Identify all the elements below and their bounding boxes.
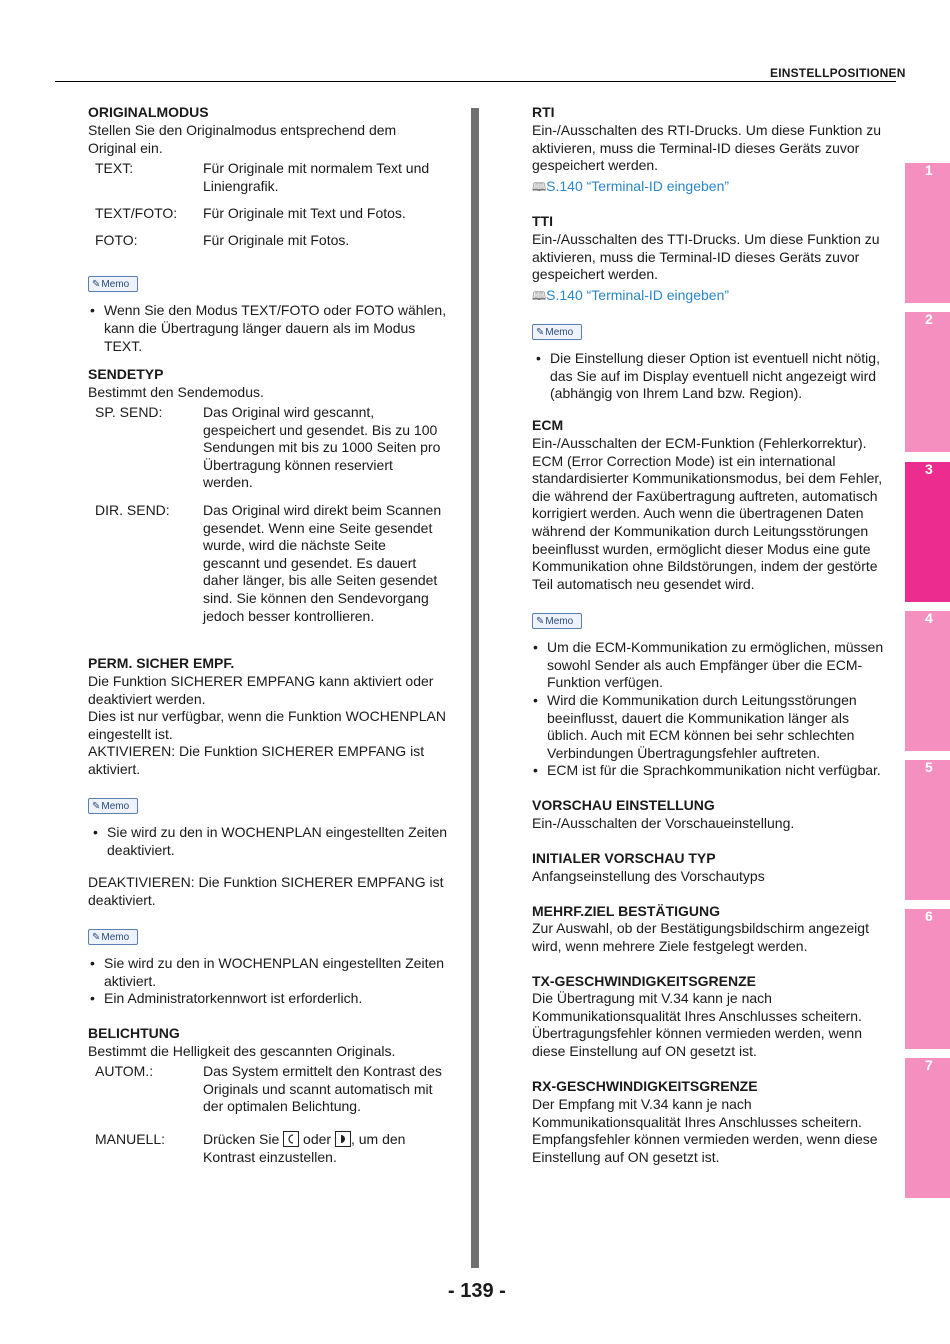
tab-number: 3	[925, 461, 933, 477]
rti-desc	[532, 122, 881, 175]
text-line: Dies ist nur verfügbar, wenn die Funktion WOCHENPLAN	[88, 708, 446, 725]
text-line: Drücken Sie	[203, 1131, 280, 1147]
text-line: oder	[303, 1131, 332, 1147]
text-line: Teil automatisch neu gesendet wird.	[532, 575, 755, 592]
pencil-icon: ✎	[92, 279, 101, 290]
memo-text-line: • Sie wird zu den in WOCHENPLAN eingestellten Zeiten	[104, 955, 444, 973]
text-line: Ein-/Ausschalten des TTI-Drucks. Um diese Funktion zu	[532, 231, 880, 247]
option-value-text-2: Liniengrafik.	[203, 178, 279, 194]
tab-number: 7	[925, 1057, 933, 1073]
chapter-tab-3[interactable]	[905, 462, 950, 602]
memo-text-line: aktiviert.	[104, 973, 157, 989]
option-key-spsend: SP. SEND:	[95, 404, 163, 420]
option-key-textfoto: TEXT/FOTO:	[95, 205, 178, 221]
memo-badge	[88, 929, 138, 945]
text-line: Originals und scannt automatisch mit	[203, 1080, 433, 1097]
tab-number: 4	[925, 610, 933, 626]
tab-number: 1	[925, 162, 933, 178]
originalmodus-desc-1: Stellen Sie den Originalmodus entsprechend dem	[88, 122, 397, 138]
option-value-autom	[203, 1063, 442, 1116]
text-line: daher länger, bis alle Seiten gesendet	[203, 572, 438, 589]
chapter-tab-5[interactable]	[905, 760, 950, 900]
text-line: gespeichert werden.	[532, 266, 659, 283]
memo-text-line: • ECM ist für die Sprachkommunikation nicht verfügbar.	[547, 762, 881, 780]
text-line: üblich. Auch mit ECM können bei sehr schlechten	[547, 727, 855, 744]
text-line: Verbindungen Übertragungsfehler auftreten.	[547, 744, 821, 761]
option-key-autom: AUTOM.:	[95, 1063, 154, 1079]
tab-number: 2	[925, 311, 933, 327]
pencil-icon: ✎	[92, 801, 101, 812]
memo-label: Memo	[101, 801, 130, 812]
text-line: gescannt und gesendet. Es dauert	[203, 554, 417, 571]
option-key-dirsend: DIR. SEND:	[95, 502, 170, 518]
text-line: aktivieren, muss die Terminal-ID dieses Geräts zuvor	[532, 248, 860, 265]
memo-text-line: TEXT.	[104, 338, 143, 354]
memo-text-block	[547, 692, 857, 762]
rti-title: RTI	[532, 104, 555, 120]
book-icon: 🕮	[532, 180, 547, 194]
text-line: sowohl Sender als auch Empfänger über die ECM-	[547, 656, 863, 673]
text-line: der optimalen Belichtung.	[203, 1098, 361, 1115]
text-line: aktiviert.	[88, 760, 141, 777]
vorschau-desc: Ein-/Ausschalten der Vorschaueinstellung.	[532, 815, 795, 831]
vorschau-title: VORSCHAU EINSTELLUNG	[532, 797, 715, 813]
text-line: AKTIVIEREN: Die Funktion SICHERER EMPFANG ist	[88, 743, 425, 760]
page-number: - 139 -	[448, 1280, 506, 1302]
text-line: • Um die ECM-Kommunikation zu ermöglichen, müssen	[547, 639, 884, 655]
option-key-foto: FOTO:	[95, 232, 138, 248]
text-line: die während der Faxübertragung auftreten, automatisch	[532, 487, 878, 504]
text-line: wird, wenn mehrere Ziele festgelegt werden.	[532, 937, 808, 954]
tx-desc	[532, 990, 862, 1060]
option-key-manuell: MANUELL:	[95, 1131, 166, 1147]
text-line: , um den	[350, 1131, 406, 1147]
text-line: Sendungen mit bis zu 1000 Seiten pro	[203, 439, 441, 456]
text-line: Übertragungsfehler können vermieden werden, wenn	[532, 1025, 862, 1042]
ecm-desc	[532, 435, 882, 593]
rx-desc	[532, 1096, 878, 1166]
perm-title: PERM. SICHER EMPF.	[88, 655, 235, 671]
text-line: Übertragung können reserviert	[203, 456, 393, 473]
text-line: diese Einstellung auf ON gesetzt ist.	[532, 1042, 757, 1059]
tti-reference[interactable]	[532, 287, 729, 306]
text-line: wurde, wird die nächste Seite	[203, 537, 386, 554]
memo-label: Memo	[101, 932, 130, 943]
text-line: gespeichert werden.	[532, 157, 659, 174]
text-line: Das Original wird direkt beim Scannen	[203, 502, 442, 518]
memo-text-line: • Sie wird zu den in WOCHENPLAN eingestellten Zeiten	[107, 824, 447, 842]
text-line: Kontrast einzustellen.	[203, 1148, 337, 1165]
text-line: gespeichert und gesendet. Bis zu 100	[203, 421, 438, 438]
belichtung-desc: Bestimmt die Helligkeit des gescannten Originals.	[88, 1043, 396, 1059]
text-line: beeinflusst, dauert die Kommunikation länger als	[547, 709, 849, 726]
pencil-icon: ✎	[536, 616, 545, 627]
memo-badge	[532, 324, 582, 340]
option-value-textfoto: Für Originale mit Text und Fotos.	[203, 205, 406, 221]
text-line: aktivieren, muss die Terminal-ID dieses Geräts zuvor	[532, 139, 860, 156]
mehrf-title: MEHRF.ZIEL BESTÄTIGUNG	[532, 903, 720, 919]
sendetyp-title: SENDETYP	[88, 366, 164, 382]
pencil-icon: ✎	[92, 932, 101, 943]
text-line: Der Empfang mit V.34 kann je nach	[532, 1096, 752, 1112]
reference-link[interactable]: S.140 “Terminal-ID eingeben”	[546, 178, 730, 194]
belichtung-title: BELICHTUNG	[88, 1025, 180, 1041]
text-line: Zur Auswahl, ob der Bestätigungsbildschirm angezeigt	[532, 920, 869, 936]
originalmodus-desc-2: Original ein.	[88, 140, 163, 156]
text-line: • Die Einstellung dieser Option ist eventuell nicht nötig,	[550, 350, 880, 366]
rx-title: RX-GESCHWINDIGKEITSGRENZE	[532, 1078, 758, 1094]
text-line: • Wird die Kommunikation durch Leitungsstörungen	[547, 692, 857, 708]
memo-text-line: • Wenn Sie den Modus TEXT/FOTO oder FOTO wählen,	[104, 302, 446, 320]
reference-link[interactable]: S.140 “Terminal-ID eingeben”	[546, 287, 730, 303]
pencil-icon: ✎	[536, 327, 545, 338]
text-line: Ein-/Ausschalten der ECM-Funktion (Fehlerkorrektur).	[532, 435, 867, 451]
originalmodus-title: ORIGINALMODUS	[88, 104, 209, 120]
text-line: während der Kommunikation durch Leitungsstörungen	[532, 522, 869, 539]
tab-number: 5	[925, 759, 933, 775]
section-header: EINSTELLPOSITIONEN	[770, 66, 906, 80]
text-line: Ein-/Ausschalten des RTI-Drucks. Um diese Funktion zu	[532, 122, 882, 138]
initial-desc: Anfangseinstellung des Vorschautyps	[532, 868, 765, 884]
option-value-manuell	[203, 1131, 405, 1166]
tx-title: TX-GESCHWINDIGKEITSGRENZE	[532, 973, 757, 989]
book-icon: 🕮	[532, 289, 547, 303]
text-line: Kommunikationsqualität Ihres Anschlusses scheitern.	[532, 1007, 862, 1024]
text-line: gesendet. Wenn eine Seite gesendet	[203, 519, 433, 536]
text-line: jedoch besser kontrollieren.	[203, 607, 375, 624]
tti-title: TTI	[532, 213, 553, 229]
memo-text-line: kann die Übertragung länger dauern als im Modus	[104, 320, 416, 336]
memo-badge	[88, 276, 138, 292]
text-line: Einstellung auf ON gesetzt ist.	[532, 1148, 720, 1165]
text-line: Das Original wird gescannt,	[203, 404, 375, 420]
darker-button-icon	[335, 1131, 351, 1147]
mehrf-desc	[532, 920, 869, 955]
deaktivieren-line-1: DEAKTIVIEREN: Die Funktion SICHERER EMPFANG ist	[88, 874, 444, 890]
chapter-tab-4[interactable]	[905, 611, 950, 751]
option-value-foto: Für Originale mit Fotos.	[203, 232, 350, 248]
sendetyp-desc: Bestimmt den Sendemodus.	[88, 384, 264, 400]
chapter-tab-1[interactable]	[905, 163, 950, 303]
text-line: korrigiert werden. Auch wenn die übertragenen Daten	[532, 505, 864, 522]
deaktivieren-line-2: deaktiviert.	[88, 892, 156, 908]
option-value-dirsend	[203, 502, 441, 625]
header-rule	[55, 81, 896, 82]
chapter-tab-7[interactable]	[905, 1058, 950, 1198]
text-line: Das System ermittelt den Kontrast des	[203, 1063, 442, 1079]
chapter-tab-2[interactable]	[905, 312, 950, 452]
text-line: werden.	[203, 474, 253, 491]
ecm-title: ECM	[532, 417, 564, 433]
memo-badge	[532, 613, 582, 629]
memo-text-line: • Ein Administratorkennwort ist erforderlich.	[104, 990, 362, 1008]
text-line: das Sie auf im Display eventuell nicht angezeigt wird	[550, 367, 877, 384]
text-line: Kommunikation ohne Bildstörungen, indem der gestörte	[532, 558, 878, 575]
rti-reference[interactable]	[532, 178, 729, 197]
text-line: Kommunikationsqualität Ihres Anschlusses scheitern.	[532, 1113, 862, 1130]
option-key-text: TEXT:	[95, 160, 134, 176]
lighter-button-icon	[283, 1131, 299, 1147]
text-line: sind. Sie können den Sendevorgang	[203, 589, 429, 606]
memo-text-block	[550, 350, 880, 403]
text-line: Die Übertragung mit V.34 kann je nach	[532, 990, 772, 1006]
text-line: Funktion verfügen.	[547, 674, 663, 691]
text-line: eingestellt ist.	[88, 725, 173, 742]
tti-desc	[532, 231, 880, 284]
perm-desc	[88, 673, 446, 779]
text-line: Empfangsfehler können vermieden werden, wenn diese	[532, 1131, 878, 1148]
text-line: (abhängig von Ihrem Land bzw. Region).	[550, 385, 803, 402]
text-line: Die Funktion SICHERER EMPFANG kann aktiviert oder	[88, 673, 434, 689]
memo-text-block	[547, 639, 883, 692]
memo-label: Memo	[545, 327, 574, 338]
memo-text-line: deaktiviert.	[107, 842, 175, 858]
text-line: deaktiviert werden.	[88, 690, 206, 707]
initial-title: INITIALER VORSCHAU TYP	[532, 850, 716, 866]
chapter-tab-6[interactable]	[905, 909, 950, 1049]
option-value-text-1: Für Originale mit normalem Text und	[203, 160, 430, 176]
text-line: standardisierter Kommunikationsmodus, bei dem Fehler,	[532, 470, 883, 487]
text-line: beeinflusst wurden, ermöglicht dieser Modus eine gute	[532, 540, 871, 557]
memo-label: Memo	[545, 616, 574, 627]
memo-label: Memo	[101, 279, 130, 290]
option-value-spsend	[203, 404, 440, 492]
text-line: ECM (Error Correction Mode) ist ein international	[532, 452, 836, 469]
tab-number: 6	[925, 908, 933, 924]
column-divider	[471, 108, 479, 1268]
memo-badge	[88, 798, 138, 814]
